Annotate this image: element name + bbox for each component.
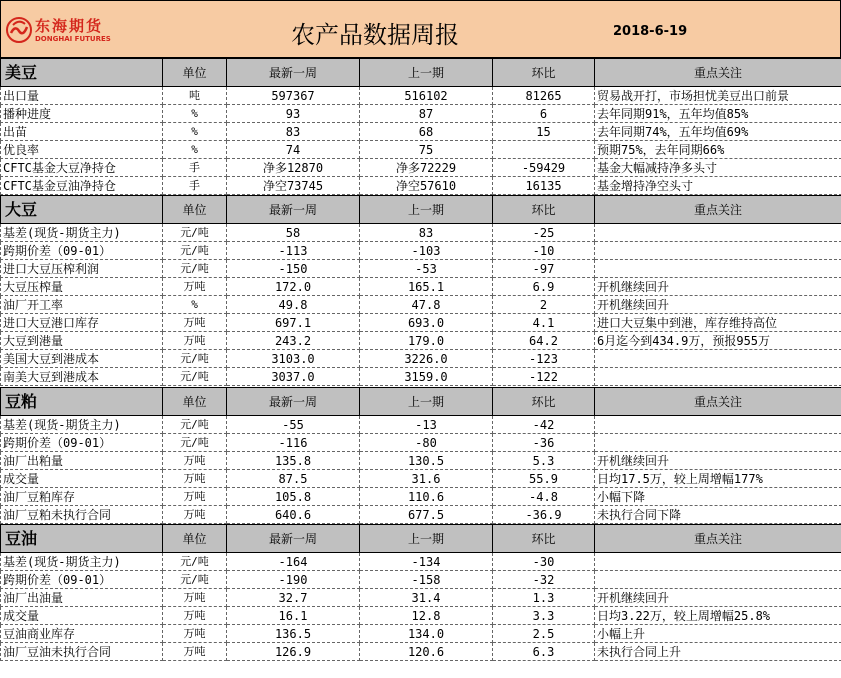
latest-value: 87.5	[227, 470, 360, 488]
change-value: 4.1	[493, 314, 595, 332]
change-value: 6.3	[493, 643, 595, 661]
note-cell: 预期75%，去年同期66%	[595, 141, 841, 159]
previous-value: 12.8	[360, 607, 493, 625]
change-value: -30	[493, 553, 595, 571]
change-value: -123	[493, 350, 595, 368]
table-row	[1, 159, 841, 177]
row-label: 成交量	[1, 607, 163, 625]
unit-cell: %	[163, 296, 227, 314]
table-row	[1, 470, 841, 488]
row-label: 跨期价差（09-01）	[1, 571, 163, 589]
column-header: 重点关注	[595, 388, 841, 416]
column-header: 环比	[493, 59, 595, 87]
previous-value: 68	[360, 123, 493, 141]
change-value: 64.2	[493, 332, 595, 350]
row-label: 南美大豆到港成本	[1, 368, 163, 386]
note-cell: 日均3.22万，较上周增幅25.8%	[595, 607, 841, 625]
latest-value: 172.0	[227, 278, 360, 296]
unit-cell: 万吨	[163, 589, 227, 607]
previous-value: 134.0	[360, 625, 493, 643]
section-header-row	[1, 388, 841, 416]
row-label: 成交量	[1, 470, 163, 488]
change-value: -122	[493, 368, 595, 386]
note-cell: 去年同期91%，五年均值85%	[595, 105, 841, 123]
row-label: 跨期价差（09-01）	[1, 242, 163, 260]
note-cell: 小幅上升	[595, 625, 841, 643]
unit-cell: %	[163, 105, 227, 123]
column-header: 单位	[163, 388, 227, 416]
latest-value: 136.5	[227, 625, 360, 643]
note-cell	[595, 434, 841, 452]
latest-value: 净空73745	[227, 177, 360, 195]
note-cell	[595, 553, 841, 571]
previous-value: 31.4	[360, 589, 493, 607]
column-header: 单位	[163, 196, 227, 224]
table-row	[1, 607, 841, 625]
row-label: 油厂出粕量	[1, 452, 163, 470]
column-header: 重点关注	[595, 59, 841, 87]
unit-cell: %	[163, 141, 227, 159]
section-header-row	[1, 59, 841, 87]
previous-value: -53	[360, 260, 493, 278]
previous-value: 110.6	[360, 488, 493, 506]
note-cell	[595, 571, 841, 589]
table-row	[1, 260, 841, 278]
company-logo	[5, 7, 125, 51]
table-row	[1, 141, 841, 159]
column-header: 单位	[163, 525, 227, 553]
donghai-logo-icon	[5, 15, 33, 45]
change-value: 6	[493, 105, 595, 123]
previous-value: 47.8	[360, 296, 493, 314]
row-label: 美国大豆到港成本	[1, 350, 163, 368]
latest-value: 净多12870	[227, 159, 360, 177]
unit-cell: 元/吨	[163, 242, 227, 260]
unit-cell: 元/吨	[163, 434, 227, 452]
row-label: 进口大豆压榨利润	[1, 260, 163, 278]
unit-cell: 元/吨	[163, 553, 227, 571]
unit-cell: 元/吨	[163, 224, 227, 242]
latest-value: 58	[227, 224, 360, 242]
previous-value: 179.0	[360, 332, 493, 350]
table-row	[1, 177, 841, 195]
change-value: -36	[493, 434, 595, 452]
previous-value: -13	[360, 416, 493, 434]
latest-value: 697.1	[227, 314, 360, 332]
note-cell: 开机继续回升	[595, 589, 841, 607]
previous-value: 3226.0	[360, 350, 493, 368]
row-label: 大豆压榨量	[1, 278, 163, 296]
note-cell: 基金大幅减持净多头寸	[595, 159, 841, 177]
previous-value: 120.6	[360, 643, 493, 661]
table-row	[1, 506, 841, 524]
report-banner	[0, 0, 841, 58]
row-label: CFTC基金大豆净持仓	[1, 159, 163, 177]
section-table	[0, 195, 841, 386]
note-cell	[595, 350, 841, 368]
unit-cell: 万吨	[163, 314, 227, 332]
row-label: 油厂出油量	[1, 589, 163, 607]
latest-value: 243.2	[227, 332, 360, 350]
latest-value: -113	[227, 242, 360, 260]
change-value: 5.3	[493, 452, 595, 470]
latest-value: 16.1	[227, 607, 360, 625]
section-title: 大豆	[1, 196, 163, 224]
change-value: -36.9	[493, 506, 595, 524]
change-value: 1.3	[493, 589, 595, 607]
table-row	[1, 488, 841, 506]
unit-cell: 万吨	[163, 452, 227, 470]
row-label: 出口量	[1, 87, 163, 105]
latest-value: 49.8	[227, 296, 360, 314]
column-header: 重点关注	[595, 196, 841, 224]
column-header: 上一期	[360, 525, 493, 553]
section-header-row	[1, 525, 841, 553]
logo-english-text: DONGHAI FUTURES	[35, 35, 111, 43]
note-cell	[595, 416, 841, 434]
row-label: 优良率	[1, 141, 163, 159]
table-row	[1, 625, 841, 643]
latest-value: -116	[227, 434, 360, 452]
section-header-row	[1, 196, 841, 224]
column-header: 最新一周	[227, 196, 360, 224]
section-title: 豆油	[1, 525, 163, 553]
change-value: -10	[493, 242, 595, 260]
latest-value: 126.9	[227, 643, 360, 661]
unit-cell: 手	[163, 177, 227, 195]
latest-value: 83	[227, 123, 360, 141]
row-label: 油厂豆油未执行合同	[1, 643, 163, 661]
note-cell: 未执行合同下降	[595, 506, 841, 524]
row-label: 跨期价差（09-01）	[1, 434, 163, 452]
change-value: -25	[493, 224, 595, 242]
latest-value: 105.8	[227, 488, 360, 506]
change-value: -42	[493, 416, 595, 434]
previous-value: 净多72229	[360, 159, 493, 177]
table-row	[1, 434, 841, 452]
column-header: 上一期	[360, 59, 493, 87]
latest-value: 135.8	[227, 452, 360, 470]
note-cell: 开机继续回升	[595, 296, 841, 314]
section-title: 美豆	[1, 59, 163, 87]
note-cell: 开机继续回升	[595, 452, 841, 470]
previous-value: 87	[360, 105, 493, 123]
change-value: 2	[493, 296, 595, 314]
latest-value: 32.7	[227, 589, 360, 607]
table-row	[1, 332, 841, 350]
unit-cell: 元/吨	[163, 416, 227, 434]
latest-value: 597367	[227, 87, 360, 105]
unit-cell: 吨	[163, 87, 227, 105]
column-header: 重点关注	[595, 525, 841, 553]
table-row	[1, 224, 841, 242]
unit-cell: 万吨	[163, 625, 227, 643]
change-value: 3.3	[493, 607, 595, 625]
logo-chinese-text: 东海期货	[35, 17, 104, 35]
column-header: 最新一周	[227, 388, 360, 416]
change-value: 55.9	[493, 470, 595, 488]
unit-cell: 元/吨	[163, 571, 227, 589]
latest-value: 640.6	[227, 506, 360, 524]
unit-cell: 万吨	[163, 332, 227, 350]
previous-value: 516102	[360, 87, 493, 105]
row-label: 播种进度	[1, 105, 163, 123]
table-row	[1, 416, 841, 434]
change-value: -97	[493, 260, 595, 278]
unit-cell: 元/吨	[163, 350, 227, 368]
change-value: 16135	[493, 177, 595, 195]
note-cell: 去年同期74%，五年均值69%	[595, 123, 841, 141]
note-cell: 6月迄今到434.9万，预报955万	[595, 332, 841, 350]
note-cell: 开机继续回升	[595, 278, 841, 296]
unit-cell: 万吨	[163, 278, 227, 296]
section-title: 豆粕	[1, 388, 163, 416]
column-header: 环比	[493, 196, 595, 224]
table-row	[1, 314, 841, 332]
table-row	[1, 350, 841, 368]
change-value: -59429	[493, 159, 595, 177]
change-value: 15	[493, 123, 595, 141]
previous-value: -158	[360, 571, 493, 589]
previous-value: -134	[360, 553, 493, 571]
section-table	[0, 387, 841, 524]
column-header: 最新一周	[227, 59, 360, 87]
previous-value: 83	[360, 224, 493, 242]
row-label: CFTC基金豆油净持仓	[1, 177, 163, 195]
table-row	[1, 296, 841, 314]
table-row	[1, 105, 841, 123]
change-value: 2.5	[493, 625, 595, 643]
unit-cell: 万吨	[163, 643, 227, 661]
latest-value: 74	[227, 141, 360, 159]
change-value: 6.9	[493, 278, 595, 296]
report-title: 农产品数据周报	[291, 21, 459, 49]
latest-value: -190	[227, 571, 360, 589]
latest-value: -150	[227, 260, 360, 278]
unit-cell: 手	[163, 159, 227, 177]
section-table	[0, 58, 841, 195]
change-value	[493, 141, 595, 159]
note-cell: 贸易战开打，市场担忧美豆出口前景	[595, 87, 841, 105]
note-cell: 小幅下降	[595, 488, 841, 506]
latest-value: 3037.0	[227, 368, 360, 386]
previous-value: -103	[360, 242, 493, 260]
table-row	[1, 571, 841, 589]
previous-value: 31.6	[360, 470, 493, 488]
row-label: 出苗	[1, 123, 163, 141]
latest-value: 93	[227, 105, 360, 123]
unit-cell: 万吨	[163, 506, 227, 524]
unit-cell: 万吨	[163, 470, 227, 488]
row-label: 油厂开工率	[1, 296, 163, 314]
note-cell	[595, 368, 841, 386]
report-date: 2018-6-19	[613, 24, 688, 39]
table-row	[1, 553, 841, 571]
previous-value: 130.5	[360, 452, 493, 470]
table-row	[1, 123, 841, 141]
section-table	[0, 524, 841, 661]
row-label: 油厂豆粕库存	[1, 488, 163, 506]
row-label: 大豆到港量	[1, 332, 163, 350]
row-label: 基差(现货-期货主力)	[1, 553, 163, 571]
column-header: 上一期	[360, 388, 493, 416]
change-value: 81265	[493, 87, 595, 105]
row-label: 进口大豆港口库存	[1, 314, 163, 332]
note-cell: 未执行合同上升	[595, 643, 841, 661]
column-header: 上一期	[360, 196, 493, 224]
change-value: -4.8	[493, 488, 595, 506]
unit-cell: 万吨	[163, 607, 227, 625]
note-cell	[595, 260, 841, 278]
unit-cell: 万吨	[163, 488, 227, 506]
table-row	[1, 278, 841, 296]
previous-value: 677.5	[360, 506, 493, 524]
previous-value: 75	[360, 141, 493, 159]
unit-cell: %	[163, 123, 227, 141]
table-row	[1, 452, 841, 470]
previous-value: 净空57610	[360, 177, 493, 195]
latest-value: -164	[227, 553, 360, 571]
table-row	[1, 589, 841, 607]
table-row	[1, 242, 841, 260]
table-row	[1, 368, 841, 386]
column-header: 最新一周	[227, 525, 360, 553]
latest-value: 3103.0	[227, 350, 360, 368]
row-label: 基差(现货-期货主力)	[1, 224, 163, 242]
column-header: 环比	[493, 525, 595, 553]
table-row	[1, 643, 841, 661]
row-label: 油厂豆粕未执行合同	[1, 506, 163, 524]
row-label: 豆油商业库存	[1, 625, 163, 643]
note-cell	[595, 224, 841, 242]
previous-value: 693.0	[360, 314, 493, 332]
unit-cell: 元/吨	[163, 368, 227, 386]
note-cell: 基金增持净空头寸	[595, 177, 841, 195]
row-label: 基差(现货-期货主力)	[1, 416, 163, 434]
change-value: -32	[493, 571, 595, 589]
table-row	[1, 87, 841, 105]
note-cell: 日均17.5万，较上周增幅177%	[595, 470, 841, 488]
previous-value: 165.1	[360, 278, 493, 296]
latest-value: -55	[227, 416, 360, 434]
note-cell	[595, 242, 841, 260]
previous-value: -80	[360, 434, 493, 452]
column-header: 环比	[493, 388, 595, 416]
unit-cell: 元/吨	[163, 260, 227, 278]
column-header: 单位	[163, 59, 227, 87]
note-cell: 进口大豆集中到港，库存维持高位	[595, 314, 841, 332]
previous-value: 3159.0	[360, 368, 493, 386]
